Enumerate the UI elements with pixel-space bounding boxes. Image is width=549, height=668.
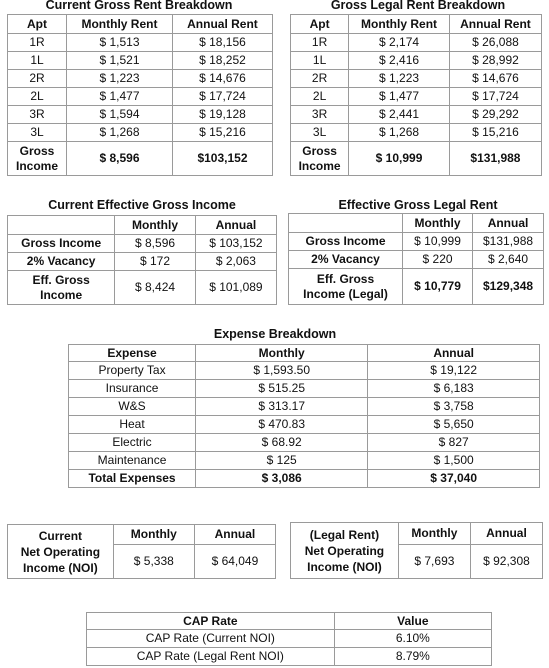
cap-rate-table bbox=[86, 612, 492, 666]
apt-cell: 2R bbox=[8, 70, 67, 88]
apt-cell: 3L bbox=[291, 124, 349, 142]
annual-cell: $ 18,156 bbox=[172, 34, 272, 52]
total-label: Total Expenses bbox=[69, 470, 196, 488]
annual-cell: $ 14,676 bbox=[172, 70, 272, 88]
annual-cell: $ 2,063 bbox=[195, 253, 276, 271]
annual-cell: $ 17,724 bbox=[449, 88, 541, 106]
column-header: CAP Rate bbox=[87, 613, 335, 630]
monthly-cell: $ 125 bbox=[196, 452, 368, 470]
table-row bbox=[8, 88, 273, 106]
total-annual: $131,988 bbox=[449, 142, 541, 176]
annual-cell: $ 18,252 bbox=[172, 52, 272, 70]
total-monthly: $ 8,596 bbox=[67, 142, 173, 176]
total-monthly: $ 10,779 bbox=[403, 269, 473, 305]
monthly-cell: $ 1,477 bbox=[349, 88, 450, 106]
total-monthly: $ 3,086 bbox=[196, 470, 368, 488]
table-row bbox=[8, 235, 277, 253]
monthly-cell: $ 1,268 bbox=[67, 124, 173, 142]
monthly-cell: $ 2,441 bbox=[349, 106, 450, 124]
table-row bbox=[69, 362, 540, 380]
monthly-cell: $ 10,999 bbox=[403, 233, 473, 251]
row-label: Gross Income bbox=[8, 235, 115, 253]
annual-cell: $ 19,128 bbox=[172, 106, 272, 124]
monthly-cell: $ 2,174 bbox=[349, 34, 450, 52]
annual-cell: $ 29,292 bbox=[449, 106, 541, 124]
column-header bbox=[8, 216, 115, 235]
annual-cell: $ 103,152 bbox=[195, 235, 276, 253]
table-row bbox=[8, 34, 273, 52]
table-row bbox=[291, 88, 542, 106]
noi-label: Current Net Operating Income (NOI) bbox=[8, 525, 114, 579]
apt-cell: 3L bbox=[8, 124, 67, 142]
column-header: Annual Rent bbox=[172, 15, 272, 34]
table-row bbox=[291, 106, 542, 124]
table-row bbox=[8, 106, 273, 124]
table-row bbox=[8, 52, 273, 70]
table-row bbox=[291, 34, 542, 52]
total-label: Gross Income bbox=[8, 142, 67, 176]
monthly-cell: $ 1,513 bbox=[67, 34, 173, 52]
row-label: 2% Vacancy bbox=[8, 253, 115, 271]
legal-egi-table bbox=[288, 213, 544, 305]
monthly-cell: $ 1,223 bbox=[349, 70, 450, 88]
table-row bbox=[289, 251, 544, 269]
annual-cell: $ 3,758 bbox=[368, 398, 540, 416]
column-header: Annual Rent bbox=[449, 15, 541, 34]
column-header: Monthly Rent bbox=[67, 15, 173, 34]
total-row bbox=[8, 271, 277, 305]
column-header: Annual bbox=[194, 525, 275, 545]
column-header: Annual bbox=[368, 345, 540, 362]
monthly-cell: $ 1,521 bbox=[67, 52, 173, 70]
table-row bbox=[69, 380, 540, 398]
annual-cell: $ 17,724 bbox=[172, 88, 272, 106]
apt-cell: 1R bbox=[8, 34, 67, 52]
monthly-cell: $ 1,268 bbox=[349, 124, 450, 142]
annual-cell: $ 827 bbox=[368, 434, 540, 452]
expense-name: Property Tax bbox=[69, 362, 196, 380]
annual-cell: $ 6,183 bbox=[368, 380, 540, 398]
total-annual: $ 101,089 bbox=[195, 271, 276, 305]
table-row bbox=[289, 233, 544, 251]
monthly-cell: $ 470.83 bbox=[196, 416, 368, 434]
annual-cell: $ 26,088 bbox=[449, 34, 541, 52]
column-header: Annual bbox=[195, 216, 276, 235]
row-label: 2% Vacancy bbox=[289, 251, 403, 269]
total-monthly: $ 8,424 bbox=[115, 271, 196, 305]
apt-cell: 3R bbox=[291, 106, 349, 124]
noi-monthly: $ 5,338 bbox=[113, 545, 194, 579]
row-label: Gross Income bbox=[289, 233, 403, 251]
annual-cell: $ 1,500 bbox=[368, 452, 540, 470]
column-header: Monthly bbox=[113, 525, 194, 545]
annual-cell: $ 14,676 bbox=[449, 70, 541, 88]
noi-label: (Legal Rent) Net Operating Income (NOI) bbox=[291, 523, 399, 579]
column-header: Monthly bbox=[403, 214, 473, 233]
apt-cell: 1L bbox=[8, 52, 67, 70]
column-header: Annual bbox=[473, 214, 544, 233]
apt-cell: 2L bbox=[8, 88, 67, 106]
table-row bbox=[69, 434, 540, 452]
total-row bbox=[69, 470, 540, 488]
expense-name: Heat bbox=[69, 416, 196, 434]
monthly-cell: $ 220 bbox=[403, 251, 473, 269]
legal-noi-table bbox=[290, 522, 543, 579]
column-header: Value bbox=[334, 613, 491, 630]
annual-cell: $ 28,992 bbox=[449, 52, 541, 70]
expense-name: Electric bbox=[69, 434, 196, 452]
table-row bbox=[87, 630, 492, 648]
table-row bbox=[87, 648, 492, 666]
column-header: Annual bbox=[470, 523, 542, 545]
table-row bbox=[69, 452, 540, 470]
annual-cell: $ 19,122 bbox=[368, 362, 540, 380]
current-egi-title: Current Effective Gross Income bbox=[48, 198, 236, 212]
table-row bbox=[8, 253, 277, 271]
apt-cell: 2L bbox=[291, 88, 349, 106]
expense-name: Insurance bbox=[69, 380, 196, 398]
annual-cell: $ 5,650 bbox=[368, 416, 540, 434]
table-row bbox=[291, 70, 542, 88]
apt-cell: 2R bbox=[291, 70, 349, 88]
column-header: Apt bbox=[8, 15, 67, 34]
monthly-cell: $ 1,477 bbox=[67, 88, 173, 106]
monthly-cell: $ 2,416 bbox=[349, 52, 450, 70]
column-header bbox=[289, 214, 403, 233]
monthly-cell: $ 68.92 bbox=[196, 434, 368, 452]
column-header: Monthly bbox=[398, 523, 470, 545]
annual-cell: $ 2,640 bbox=[473, 251, 544, 269]
current-egi-table bbox=[7, 215, 277, 305]
monthly-cell: $ 1,223 bbox=[67, 70, 173, 88]
monthly-cell: $ 313.17 bbox=[196, 398, 368, 416]
total-row bbox=[289, 269, 544, 305]
column-header: Monthly bbox=[196, 345, 368, 362]
cap-rate-label: CAP Rate (Current NOI) bbox=[87, 630, 335, 648]
apt-cell: 1L bbox=[291, 52, 349, 70]
noi-annual: $ 64,049 bbox=[194, 545, 275, 579]
gross-rent-table bbox=[7, 14, 273, 176]
legal-rent-title: Gross Legal Rent Breakdown bbox=[330, 0, 506, 12]
monthly-cell: $ 515.25 bbox=[196, 380, 368, 398]
table-row bbox=[69, 416, 540, 434]
table-row bbox=[8, 70, 273, 88]
legal-rent-table bbox=[290, 14, 542, 176]
legal-egi-title: Effective Gross Legal Rent bbox=[338, 198, 498, 212]
noi-monthly: $ 7,693 bbox=[398, 545, 470, 579]
total-annual: $103,152 bbox=[172, 142, 272, 176]
total-label: Gross Income bbox=[291, 142, 349, 176]
expense-title: Expense Breakdown bbox=[213, 327, 337, 341]
annual-cell: $ 15,216 bbox=[449, 124, 541, 142]
annual-cell: $131,988 bbox=[473, 233, 544, 251]
monthly-cell: $ 8,596 bbox=[115, 235, 196, 253]
total-monthly: $ 10,999 bbox=[349, 142, 450, 176]
annual-cell: $ 15,216 bbox=[172, 124, 272, 142]
current-noi-table bbox=[7, 524, 276, 579]
total-annual: $ 37,040 bbox=[368, 470, 540, 488]
column-header: Monthly bbox=[115, 216, 196, 235]
monthly-cell: $ 1,594 bbox=[67, 106, 173, 124]
expense-table bbox=[68, 344, 540, 488]
total-row bbox=[8, 142, 273, 176]
column-header: Monthly Rent bbox=[349, 15, 450, 34]
monthly-cell: $ 1,593.50 bbox=[196, 362, 368, 380]
table-row bbox=[291, 124, 542, 142]
apt-cell: 1R bbox=[291, 34, 349, 52]
table-row bbox=[69, 398, 540, 416]
total-row bbox=[291, 142, 542, 176]
column-header: Apt bbox=[291, 15, 349, 34]
cap-rate-value: 6.10% bbox=[334, 630, 491, 648]
table-row bbox=[8, 124, 273, 142]
column-header: Expense bbox=[69, 345, 196, 362]
expense-name: W&S bbox=[69, 398, 196, 416]
table-row bbox=[291, 52, 542, 70]
cap-rate-value: 8.79% bbox=[334, 648, 491, 666]
monthly-cell: $ 172 bbox=[115, 253, 196, 271]
total-label: Eff. Gross Income bbox=[8, 271, 115, 305]
total-label: Eff. Gross Income (Legal) bbox=[289, 269, 403, 305]
cap-rate-label: CAP Rate (Legal Rent NOI) bbox=[87, 648, 335, 666]
apt-cell: 3R bbox=[8, 106, 67, 124]
total-annual: $129,348 bbox=[473, 269, 544, 305]
expense-name: Maintenance bbox=[69, 452, 196, 470]
gross-rent-title: Current Gross Rent Breakdown bbox=[45, 0, 233, 12]
noi-annual: $ 92,308 bbox=[470, 545, 542, 579]
